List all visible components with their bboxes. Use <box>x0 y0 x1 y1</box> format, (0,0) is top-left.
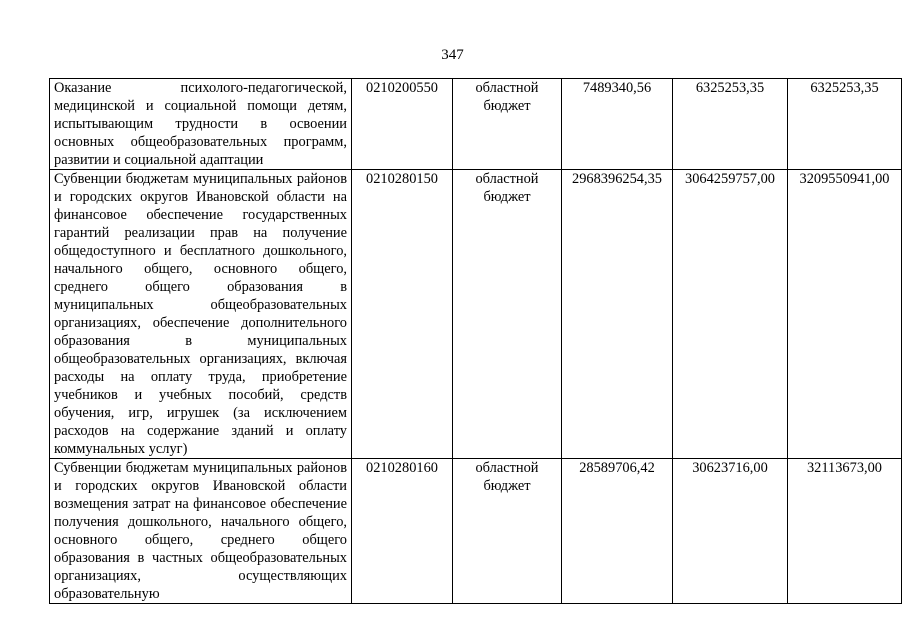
amount-year-3-cell: 32113673,00 <box>788 459 902 604</box>
amount-year-1-cell: 28589706,42 <box>562 459 673 604</box>
budget-code-cell: 0210280160 <box>352 459 453 604</box>
expense-name-cell: Субвенции бюджетам муниципальных районов и городских округов Ивановской области возмещения затрат на финансовое обеспечение получения дошкольного, начального общего, основного общего, среднего общего образования в частных общеобразовательных организациях, осуществляющих образовательную <box>50 459 352 604</box>
expense-name-cell: Оказание психолого-педагогической, медицинской и социальной помощи детям, испытывающим трудности в освоении основных общеобразовательных программ, развитии и социальной адаптации <box>50 79 352 170</box>
funding-source-cell: областной бюджет <box>453 459 562 604</box>
amount-year-2-cell: 6325253,35 <box>673 79 788 170</box>
budget-table <box>49 78 902 604</box>
funding-source-cell: областной бюджет <box>453 170 562 459</box>
table-row <box>50 459 902 604</box>
amount-year-1-cell: 2968396254,35 <box>562 170 673 459</box>
amount-year-2-cell: 3064259757,00 <box>673 170 788 459</box>
funding-source-cell: областной бюджет <box>453 79 562 170</box>
amount-year-3-cell: 3209550941,00 <box>788 170 902 459</box>
page-number: 347 <box>441 47 464 63</box>
amount-year-2-cell: 30623716,00 <box>673 459 788 604</box>
expense-name-cell: Субвенции бюджетам муниципальных районов и городских округов Ивановской области на финансовое обеспечение государственных гарантий реализации прав на получение общедоступного и бесплатного дошкольного, начального общего, основного общего, среднего общего образования в муниципальных общеобразовательных организациях, обеспечение дополнительного образования в муниципальных общеобразовательных организациях, включая расходы на оплату труда, приобретение учебников и учебных пособий, средств обучения, игр, игрушек (за исключением расходов на содержание зданий и оплату коммунальных услуг) <box>50 170 352 459</box>
amount-year-1-cell: 7489340,56 <box>562 79 673 170</box>
table-row <box>50 170 902 459</box>
table-row <box>50 79 902 170</box>
budget-code-cell: 0210200550 <box>352 79 453 170</box>
budget-code-cell: 0210280150 <box>352 170 453 459</box>
amount-year-3-cell: 6325253,35 <box>788 79 902 170</box>
